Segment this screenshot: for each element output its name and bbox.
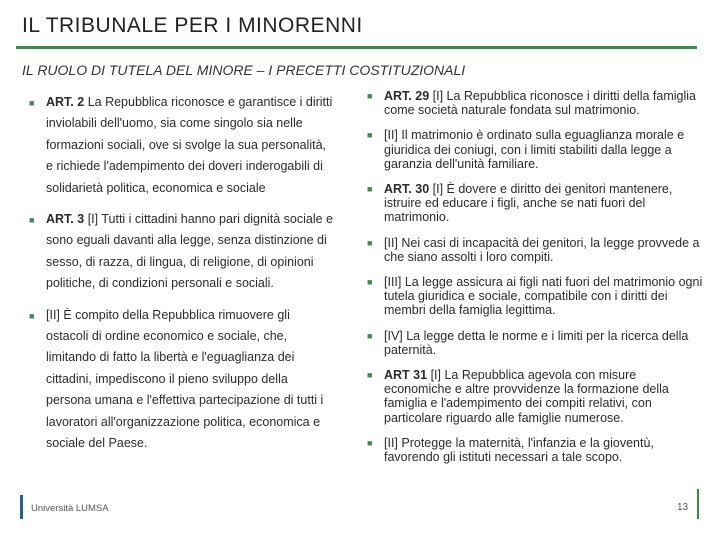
- square-bullet-icon: ■: [29, 98, 35, 108]
- square-bullet-icon: ■: [367, 237, 373, 248]
- article-text: [II] È compito della Repubblica rimuovere gli ostacoli di ordine economico e sociale, che, limitando di fatto la libertà e l'eguaglianza dei cittadini, impediscono il pieno sviluppo della persona umana e l'effettiva partecipazione di tutti i lavoratori all'organizzazione politica, economica e sociale del Paese.: [46, 307, 324, 451]
- article-label: ART. 2: [46, 95, 85, 109]
- article-text: [II] Il matrimonio è ordinato sulla eguaglianza morale e giuridica dei coniugi, con i limiti stabiliti dalla legge a garanzia dell'unità familiare.: [384, 128, 685, 171]
- square-bullet-icon: ■: [367, 184, 373, 195]
- list-item: [366, 368, 706, 425]
- list-item: [366, 275, 706, 318]
- list-item: [366, 329, 706, 357]
- article-text: [I] La Repubblica agevola con misure economiche e altre provvidenze la formazione della famiglia e l'adempimento dei compiti relativi, con particolare riguardo alle famiglie numerose.: [384, 368, 669, 425]
- article-text: [III] La legge assicura ai figli nati fuori del matrimonio ogni tutela giuridica e sociale, compatibile con i diritti dei membri della famiglia legittima.: [384, 275, 703, 318]
- right-column: [366, 89, 706, 475]
- square-bullet-icon: ■: [367, 330, 373, 341]
- article-label: ART. 3: [46, 212, 85, 227]
- footer-university: Università LUMSA: [31, 503, 109, 514]
- list-item: [366, 236, 706, 264]
- square-bullet-icon: ■: [367, 370, 373, 381]
- slide-title: IL TRIBUNALE PER I MINORENNI: [22, 14, 363, 37]
- page-number-divider: [697, 489, 699, 519]
- list-item: [28, 92, 333, 199]
- list-item: [366, 128, 706, 171]
- article-text: [I] Tutti i cittadini hanno pari dignità sociale e sono eguali davanti alla legge, senza distinzione di sesso, di razza, di lingua, di religione, di opinioni politiche, di condizioni personali e sociali.: [46, 212, 333, 291]
- square-bullet-icon: ■: [29, 215, 35, 226]
- list-item: [366, 436, 706, 464]
- article-label: ART 31: [384, 368, 428, 383]
- square-bullet-icon: ■: [367, 130, 373, 141]
- page-number: 13: [677, 502, 689, 513]
- article-text: [I] La Repubblica riconosce i diritti della famiglia come società naturale fondata sul matrimonio.: [384, 89, 696, 118]
- article-text: [IV] La legge detta le norme e i limiti per la ricerca della paternità.: [384, 328, 689, 357]
- slide-subtitle: IL RUOLO DI TUTELA DEL MINORE – I PRECETTI COSTITUZIONALI: [22, 62, 466, 78]
- article-text: [II] Nei casi di incapacità dei genitori, la legge provvede a che siano assolti i loro compiti.: [384, 235, 700, 264]
- list-item: [28, 305, 333, 455]
- left-column: [28, 92, 333, 465]
- square-bullet-icon: ■: [367, 437, 373, 448]
- article-label: ART. 30: [384, 182, 430, 197]
- footer-accent-bar: [20, 495, 23, 519]
- article-text: [I] È dovere e diritto dei genitori mantenere, istruire ed educare i figli, anche se nati fuori del matrimonio.: [384, 182, 673, 225]
- title-divider: [16, 46, 697, 49]
- square-bullet-icon: ■: [29, 310, 35, 321]
- square-bullet-icon: ■: [367, 91, 373, 101]
- article-label: ART. 29: [384, 89, 430, 103]
- list-item: [366, 182, 706, 225]
- list-item: [28, 209, 333, 295]
- square-bullet-icon: ■: [367, 277, 373, 288]
- article-text: La Repubblica riconosce e garantisce i diritti inviolabili dell'uomo, sia come singolo sia nelle formazioni sociali, ove si svolge la sua personalità, e richiede l'adempimento dei doveri inderogabili di solidarietà politica, economica e sociale: [46, 95, 333, 195]
- list-item: [366, 89, 706, 117]
- article-text: [II] Protegge la maternità, l'infanzia e la gioventù, favorendo gli istituti necessari a tale scopo.: [384, 435, 654, 465]
